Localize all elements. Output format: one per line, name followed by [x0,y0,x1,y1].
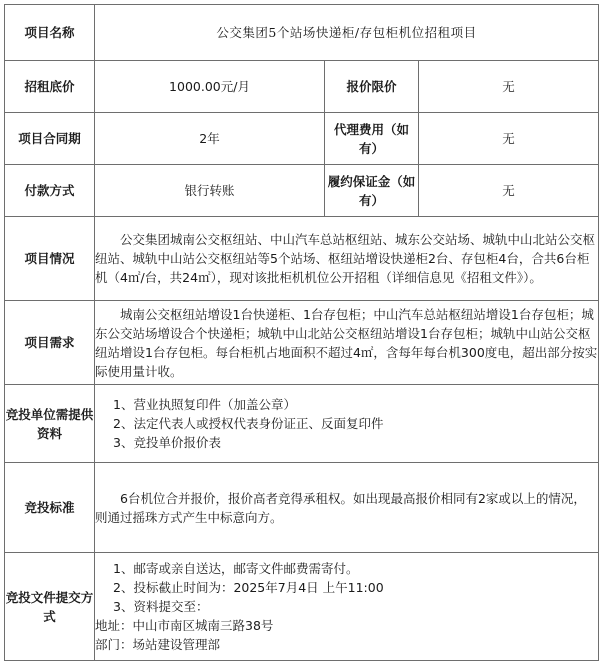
submission-item-2: 2、投标截止时间为：2025年7月4日 上午11:00 [113,580,384,595]
submission-label: 竞投文件提交方式 [5,553,95,661]
base-price-value: 1000.00元/月 [95,61,325,113]
submission-address: 地址：中山市南区城南三路38号 [95,618,274,633]
row-project-name [5,5,599,61]
price-limit-value: 无 [419,61,599,113]
row-contract-term [5,113,599,165]
submission-value [95,553,599,661]
submission-item-1: 1、邮寄或亲自送达，邮寄文件邮费需寄付。 [113,561,359,576]
contract-term-label: 项目合同期 [5,113,95,165]
project-info-table [4,4,599,661]
bid-standard-text: 6台机位合并报价，报价高者竞得承租权。如出现最高报价相同有2家或以上的情况，则通过摇珠方式产生中标意向方。 [95,490,586,525]
row-base-price [5,61,599,113]
base-price-label: 招租底价 [5,61,95,113]
row-bid-standard [5,463,599,553]
bidder-docs-value [95,385,599,463]
project-needs-value [95,301,599,385]
bidder-docs-item-2: 2、法定代表人或授权代表身份证正、反面复印件 [113,416,384,431]
submission-item-3: 3、资料提交至： [113,599,209,614]
project-needs-text: 城南公交枢纽站增设1台快递柜、1台存包柜；中山汽车总站枢纽站增设1台存包柜；城东公交站场增设合个快递柜；城轨中山北站公交枢纽站增设1台存包柜；城轨中山站公交枢纽站增设1台存包柜。每台柜机占地面积不超过4㎡，含每年每台机300度电，超出部分按实际使用量计收。 [95,306,598,379]
project-name-label: 项目名称 [5,5,95,61]
project-info-text: 公交集团城南公交枢纽站、中山汽车总站枢纽站、城东公交站场、城轨中山北站公交枢纽站、城轨中山站公交枢纽站等5个站场、枢纽站增设快递柜2台、存包柜4台，合共6台柜机（4㎡/台，共24㎡），现对该批柜机机位公开招租（详细信息见《招租文件》）。 [95,232,596,285]
bidder-docs-item-1: 1、营业执照复印件（加盖公章） [113,397,296,412]
project-info-value [95,217,599,301]
submission-department: 部门：场站建设管理部 [95,637,221,652]
row-payment [5,165,599,217]
bidder-docs-label: 竞投单位需提供资料 [5,385,95,463]
price-limit-label: 报价限价 [325,61,419,113]
agency-fee-label: 代理费用（如有） [325,113,419,165]
performance-bond-value: 无 [419,165,599,217]
bidder-docs-item-3: 3、竞投单价报价表 [113,435,221,450]
project-info-label: 项目情况 [5,217,95,301]
row-bidder-docs [5,385,599,463]
project-needs-label: 项目需求 [5,301,95,385]
performance-bond-label: 履约保证金（如有） [325,165,419,217]
row-project-needs [5,301,599,385]
row-submission [5,553,599,661]
bid-standard-value [95,463,599,553]
bid-standard-label: 竞投标准 [5,463,95,553]
row-project-info [5,217,599,301]
project-name-value: 公交集团5个站场快递柜/存包柜机位招租项目 [95,5,599,61]
payment-label: 付款方式 [5,165,95,217]
payment-value: 银行转账 [95,165,325,217]
agency-fee-value: 无 [419,113,599,165]
contract-term-value: 2年 [95,113,325,165]
